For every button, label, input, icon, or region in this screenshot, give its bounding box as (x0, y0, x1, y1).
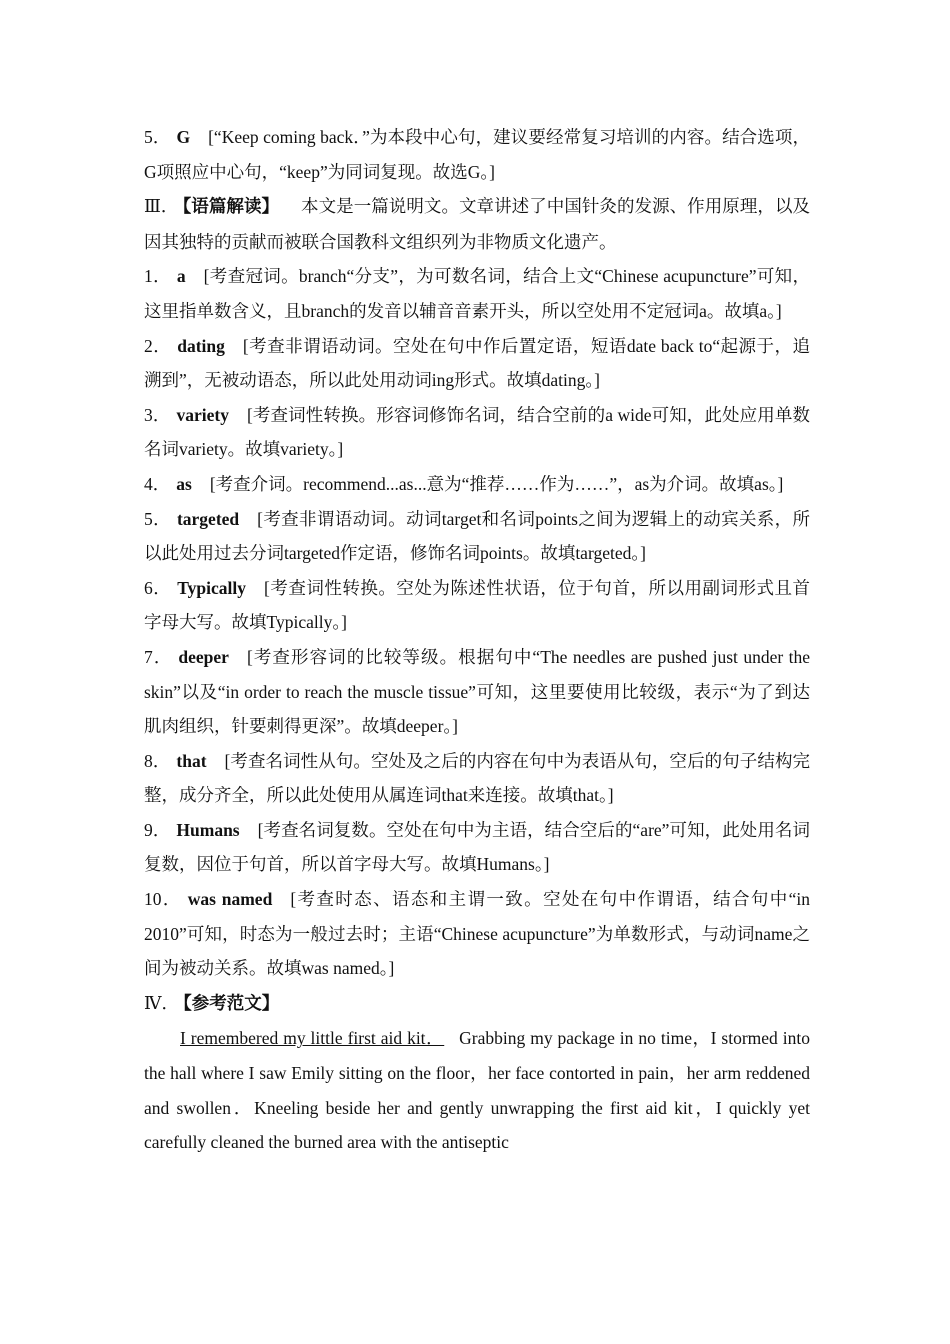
section-numeral: Ⅳ． (144, 993, 179, 1014)
item-explanation: [考查词性转换。空处为陈述性状语，位于句首，所以用副词形式且首字母大写。故填Typically。] (144, 577, 811, 633)
section-numeral: Ⅲ． (144, 197, 179, 218)
item-explanation: [考查名词性从句。空处及之后的内容在句中为表语从句，空后的句子结构完整，成分齐全，所以此处使用从属连词that来连接。故填that。] (144, 750, 811, 806)
item-answer: was named (187, 889, 273, 910)
item-answer: a (176, 266, 186, 287)
item-number: 6． (144, 577, 172, 598)
section-summary: 本文是一篇说明文。文章讲述了中国针灸的发源、作用原理，以及因其独特的贡献而被联合国教科文组织列为非物质文化遗产。 (144, 196, 810, 252)
item-number: 5． (144, 127, 171, 147)
answer-item-g (144, 120, 810, 189)
model-essay (144, 1021, 810, 1159)
section-3-heading (144, 189, 810, 259)
item-number: 1． (144, 266, 171, 287)
answer-item (144, 813, 810, 882)
document-page (144, 120, 810, 1160)
answer-item (144, 882, 810, 986)
answer-item (144, 640, 810, 744)
item-explanation: [考查非谓语动词。动词target和名词points之间为逻辑上的动宾关系，所以此处用过去分词targeted作定语，修饰名词points。故填targeted。] (144, 508, 810, 564)
answer-item (144, 329, 810, 398)
item-number: 9． (144, 819, 171, 840)
item-number: 7． (144, 646, 173, 667)
item-answer: as (176, 473, 192, 494)
section-4-heading (144, 986, 810, 1022)
item-explanation: [考查名词复数。空处在句中为主语，结合空后的“are”可知，此处用名词复数，因位于句首，所以首字母大写。故填Humans。] (144, 819, 811, 875)
item-answer: targeted (176, 508, 240, 529)
essay-opening-sentence: I remembered my little first aid kit． (180, 1028, 445, 1049)
item-number: 5． (144, 508, 171, 529)
item-explanation: [考查冠词。branch“分支”，为可数名词，结合上文“Chinese acupuncture”可知，这里指单数含义，且branch的发音以辅音音素开头，所以空处用不定冠词a。故填a。] (144, 266, 811, 321)
answer-item (144, 502, 810, 571)
item-answer: Typically (177, 577, 246, 598)
item-number: 8． (144, 750, 171, 771)
item-answer: variety (176, 404, 229, 425)
answer-item (144, 259, 810, 328)
item-number: 3． (144, 404, 171, 425)
essay-body: Grabbing my package in no time，I stormed into the hall where I saw Emily sitting on the floor，her face contorted in pain，her arm reddened and swollen．Kneeling beside her and gently unwrapping the first aid kit，I quickly yet carefully cleaned the burned area with the antiseptic (144, 1028, 810, 1153)
item-explanation: [考查非谓语动词。空处在句中作后置定语，短语date back to“起源于，追溯到”，无被动语态，所以此处用动词ing形式。故填dating。] (144, 335, 810, 391)
item-answer: Humans (176, 819, 240, 840)
answer-item (144, 744, 810, 813)
item-answer: G (176, 127, 191, 147)
section-title: 【语篇解读】 (182, 196, 280, 217)
item-answer: dating (177, 335, 225, 356)
item-number: 2． (144, 335, 172, 356)
item-explanation: [考查形容词的比较等级。根据句中“The needles are pushed just under the skin”以及“in order to reach the muscle tissue”可知，这里要使用比较级，表示“为了到达肌肉组织，针要刺得更深”。故填deeper。] (144, 646, 811, 737)
answer-item (144, 571, 810, 640)
answer-item (144, 398, 810, 467)
item-explanation: [考查介词。recommend...as...意为“推荐……作为……”，as为介词。故填as。] (209, 473, 784, 494)
section-title: 【参考范文】 (182, 992, 280, 1013)
item-number: 10． (144, 889, 182, 910)
item-explanation: [考查词性转换。形容词修饰名词，结合空前的a wide可知，此处应用单数名词variety。故填variety。] (144, 404, 810, 460)
item-answer: deeper (178, 646, 229, 667)
answer-item (144, 467, 810, 502)
item-number: 4． (144, 473, 171, 494)
item-answer: that (176, 750, 207, 771)
item-explanation: [考查时态、语态和主谓一致。空处在句中作谓语，结合句中“in 2010”可知，时态为一般过去时；主语“Chinese acupuncture”为单数形式，与动词name之间为被动关系。故填was named。] (144, 889, 810, 979)
item-explanation: [“Keep coming back．”为本段中心句，建议要经常复习培训的内容。结合选项，G项照应中心句，“keep”为同词复现。故选G。] (144, 127, 811, 182)
